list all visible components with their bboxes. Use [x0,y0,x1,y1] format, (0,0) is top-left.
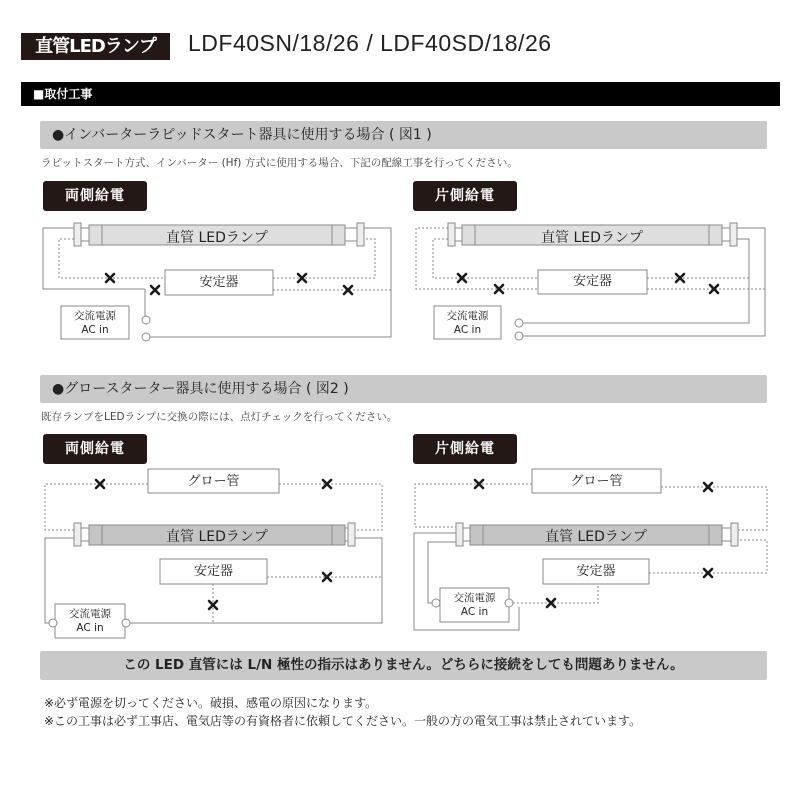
ballast-label: 安定器 [572,274,612,289]
lamp-label: 直管 LEDランプ [541,230,643,246]
badge-single-side-feed: 片側給電 [413,181,517,211]
ballast-label: 安定器 [199,275,239,290]
glow-label: グロー管 [570,474,623,489]
diagram2-left-wires [45,484,382,623]
lamp-label: 直管 LEDランプ [166,529,268,545]
section2-heading: ●グロースターター器具に使用する場合 ( 図2 ) [40,375,767,403]
terminal-icon [515,332,523,340]
section1-heading: ●インバーターラピッドスタート器具に使用する場合 ( 図1 ) [40,121,767,149]
badge-both-side-feed-2: 両側給電 [43,434,147,464]
section2-description: 既存ランプをLEDランプに交換の際には、点灯チェックを行ってください。 [41,411,398,423]
disconnect-x-icon [106,274,114,282]
ac-power-label [440,591,509,619]
terminal-icon [142,316,150,324]
terminal-icon [142,333,150,341]
ac-power-label [434,309,501,337]
ac-line1: 交流電源 [74,310,116,322]
lamp-label: 直管 LEDランプ [166,230,268,246]
ballast-label: 安定器 [193,564,233,579]
note-2: ※この工事は必ず工事店、電気店等の有資格者に依頼してください。一般の方の電気工事は禁止されています。 [44,714,642,728]
badge-both-side-feed: 両側給電 [43,181,147,211]
section-bar-installation: ■取付工事 [21,82,780,106]
disconnect-x-icon [676,274,684,282]
disconnect-x-icon [209,601,217,609]
ac-line1: 交流電源 [446,310,489,322]
ac-line1: 交流電源 [453,592,496,604]
lamp-label: 直管 LEDランプ [545,529,647,545]
ac-line2: AC in [81,324,109,336]
polarity-note: この LED 直管には L/N 極性の指示はありません。どちらに接続をしても問題ありません。 [40,651,767,680]
ac-power-label [55,607,125,635]
ballast-label: 安定器 [576,564,616,579]
terminal-icon [432,599,440,607]
disconnect-x-icon [475,480,483,488]
section1-description: ラピットスタート方式、インバーター (Hf) 方式に使用する場合、下記の配線工事を行ってください。 [41,157,518,169]
glow-label: グロー管 [187,474,240,489]
product-type-label: 直管LEDランプ [21,33,170,60]
disconnect-x-icon [298,274,306,282]
badge-single-side-feed-2: 片側給電 [413,434,517,464]
ac-line2: AC in [460,606,489,618]
disconnect-x-icon [151,286,159,294]
terminal-icon [515,319,523,327]
ac-line1: 交流電源 [69,608,111,620]
model-title: LDF40SN/18/26 / LDF40SD/18/26 [188,30,552,56]
note-1: ※必ず電源を切ってください。破損、感電の原因になります。 [44,696,378,710]
ac-power-label [61,309,129,337]
ac-line2: AC in [453,324,482,336]
ac-line2: AC in [76,622,104,634]
